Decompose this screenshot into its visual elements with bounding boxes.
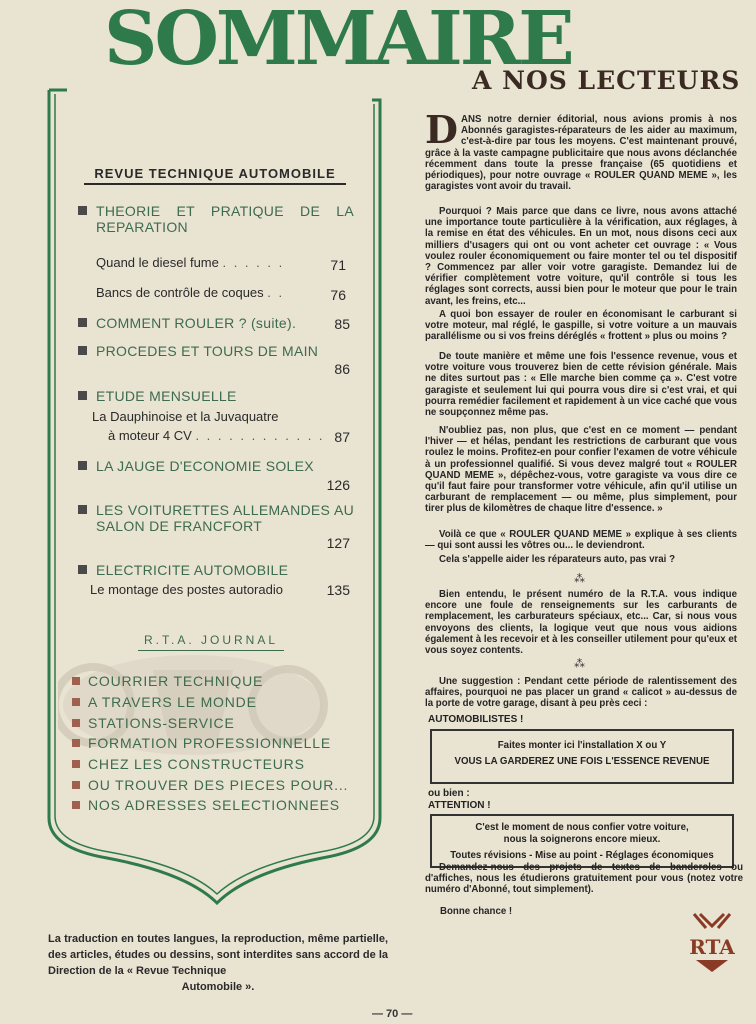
- journal-item-label: FORMATION PROFESSIONNELLE: [88, 735, 331, 751]
- toc-entry-label: à moteur 4 CV: [108, 428, 192, 443]
- section-voiturettes[interactable]: [78, 502, 354, 534]
- toc-entry-bancs[interactable]: [96, 285, 284, 300]
- ornament-asterism: ⁂: [574, 658, 585, 670]
- bullet-square-icon: [72, 801, 80, 809]
- page-number: 127: [326, 535, 350, 551]
- box-heading: ATTENTION !: [428, 800, 491, 811]
- copyright-note: [48, 931, 388, 995]
- leader-dots: . . . . . . . . . . . .: [195, 428, 325, 443]
- bullet-square-icon: [78, 565, 87, 574]
- section-label: LA JAUGE D'ECONOMIE SOLEX: [96, 458, 314, 474]
- journal-item[interactable]: [72, 797, 340, 813]
- editorial-paragraph: Cela s'appelle aider les réparateurs auto, pas vrai ?: [439, 554, 675, 565]
- toc-entry-autoradio[interactable]: [90, 582, 283, 597]
- journal-item[interactable]: [72, 777, 348, 793]
- toc-entry-diesel[interactable]: [96, 255, 284, 270]
- toc-entry-label: Bancs de contrôle de coques: [96, 285, 264, 300]
- bullet-square-icon: [78, 461, 87, 470]
- section-label: ELECTRICITE AUTOMOBILE: [96, 562, 289, 578]
- bullet-square-icon: [78, 391, 87, 400]
- journal-item[interactable]: [72, 756, 305, 772]
- editorial-paragraph: Demandez-nous des projets de textes de banderoles ou d'affiches, nous les étudierons gratuitement pour vous (notez votre numéro d'Abonné, tout simplement).: [425, 862, 743, 896]
- editorial-paragraph: A quoi bon essayer de rouler en économisant le carburant si votre moteur, mal réglé, le gaspille, si votre voiture a un mauvais parallélisme ou si vos freins déréglés « frottent » plus ou moins ?: [425, 309, 737, 343]
- paragraph-text: ANS notre dernier éditorial, nous avions promis à nos Abonnés garagistes-réparateurs de les aider au maximum, c'est-à-dire par tous les moyens. C'est maintenant prouvé, grâce à la vaste campagne publicitaire que nous avons déclanchée récemment dans toute la presse française (65 quotidiens et périodiques), pour notre ouvrage « ROULER QUAND MEME », les garagistes vont avoir du travail.: [425, 114, 737, 193]
- journal-item[interactable]: [72, 673, 263, 689]
- editorial-paragraph: [425, 107, 737, 193]
- journal-item[interactable]: [72, 694, 257, 710]
- box-line: C'est le moment de nous confier votre voiture,: [475, 822, 689, 833]
- page-number: 85: [334, 316, 350, 332]
- bullet-square-icon: [72, 677, 80, 685]
- bullet-square-icon: [72, 760, 80, 768]
- sign-box-automobilistes: [430, 729, 734, 784]
- editorial-title: A NOS LECTEURS: [472, 66, 741, 95]
- journal-item[interactable]: [72, 735, 331, 751]
- toc-entry-label: Le montage des postes autoradio: [90, 582, 283, 597]
- bullet-square-icon: [72, 739, 80, 747]
- section-label: THEORIE ET PRATIQUE DE LA REPARATION: [96, 203, 354, 235]
- bullet-square-icon: [78, 346, 87, 355]
- bullet-square-icon: [78, 206, 87, 215]
- leader-dots: . .: [267, 285, 285, 300]
- section-label: LES VOITURETTES ALLEMANDES AU SALON DE FRANCFORT: [96, 502, 354, 534]
- toc-entry-label: Quand le diesel fume: [96, 255, 219, 270]
- journal-item[interactable]: [72, 715, 235, 731]
- section-jauge[interactable]: [78, 458, 354, 474]
- journal-item-label: CHEZ LES CONSTRUCTEURS: [88, 756, 305, 772]
- journal-item-label: OU TROUVER DES PIECES POUR...: [88, 777, 349, 793]
- box-line: VOUS LA GARDEREZ UNE FOIS L'ESSENCE REVENUE: [454, 756, 710, 767]
- rta-logo-icon: [686, 910, 738, 974]
- journal-item-label: COURRIER TECHNIQUE: [88, 673, 264, 689]
- sign-box-attention: [430, 814, 734, 868]
- page-number: 135: [326, 582, 350, 598]
- copyright-text: La traduction en toutes langues, la reproduction, même partielle, des articles, études ou dessins, sont interdites sans accord de la Direction de la « Revue Technique: [48, 933, 388, 977]
- logo-text: RTA: [689, 935, 735, 959]
- copyright-text-end: Automobile ».: [181, 981, 255, 993]
- editorial-paragraph: Bien entendu, le présent numéro de la R.T.A. vous indique encore une foule de renseignements sur les carburants de remplacement, les carburateurs spéciaux, etc... Car, si nous vous envoyons des clients, la logique veut que nous vous aidions également à les recevoir et à les conseiller utilement pour qu'eux et vous soyez contents.: [425, 589, 737, 657]
- page-number: 126: [326, 477, 350, 493]
- box-line: Toutes révisions - Mise au point - Réglages économiques: [450, 850, 714, 861]
- box-line: Faites monter ici l'installation X ou Y: [497, 740, 667, 751]
- ornament-asterism: ⁂: [574, 573, 585, 585]
- section-label: COMMENT ROULER ? (suite).: [96, 315, 297, 331]
- bullet-square-icon: [78, 505, 87, 514]
- leader-dots: . . . . . .: [222, 255, 285, 270]
- journal-item-label: A TRAVERS LE MONDE: [88, 694, 257, 710]
- sommaire-title: SOMMAIRE: [104, 0, 572, 82]
- page-number: 86: [334, 361, 350, 377]
- section-etude[interactable]: [78, 388, 354, 404]
- bullet-square-icon: [72, 781, 80, 789]
- section-theorie[interactable]: [78, 203, 354, 235]
- section-electricite[interactable]: [78, 562, 354, 578]
- journal-item-label: STATIONS-SERVICE: [88, 715, 235, 731]
- box-heading: AUTOMOBILISTES !: [428, 714, 524, 725]
- box-line: nous la soignerons encore mieux.: [503, 834, 661, 845]
- dropcap: D: [425, 107, 458, 152]
- journal-item-label: NOS ADRESSES SELECTIONNEES: [88, 797, 340, 813]
- page-number-footer: — 70 —: [372, 1008, 413, 1020]
- editorial-paragraph: Pourquoi ? Mais parce que dans ce livre, nous avons attaché une importance toute particulière à la vérification, aux réglages, à la remise en état des véhicules. En un mot, nous disons ceci aux milliers d'usagers qui ont ou vont acheter cet ouvrage : « Vous voulez rouler économiquement ou faire monter tel ou tel dispositif ? Commencez par aller voir votre garagiste. Demandez lui de vérifier complètement votre voiture, qu'il contrôle si tous les réglages sont corrects, aussi bien pour le moteur que pour le train avant, les freins, etc...: [425, 206, 737, 307]
- page-number: 71: [330, 257, 346, 273]
- section-procedes[interactable]: [78, 343, 354, 359]
- page-number: 87: [334, 429, 350, 445]
- editorial-paragraph: De toute manière et même une fois l'essence revenue, vous et votre voiture vous trouverez bien de cette révision générale. Mais ne dites surtout pas : « Elle marche bien comme ça ». C'est votre garagiste et seulement lui qui pourra vous dire si c'est vrai, et qui pourra remédier facilement et rapidement à un vice caché que vous ne soupçonnez même pas.: [425, 351, 737, 419]
- journal-title: R.T.A. JOURNAL: [138, 633, 284, 651]
- closing-line: Bonne chance !: [440, 906, 513, 917]
- revue-heading: REVUE TECHNIQUE AUTOMOBILE: [84, 166, 346, 185]
- editorial-paragraph: Une suggestion : Pendant cette période de ralentissement des affaires, pourquoi ne pas placer un grand « calicot » au-dessus de la porte de votre garage, disant à peu près ceci :: [425, 676, 737, 710]
- editorial-paragraph: N'oubliez pas, non plus, que c'est en ce moment — pendant l'hiver — et hélas, pendant les restrictions de carburant que vous roulez le moins. Profitez-en pour confier l'examen de votre véhicule à un professionnel qualifié. Si vous devez malgré tout « ROULER QUAND MEME », dépêchez-vous, votre garagiste va vous dire ce qu'il faut faire pour transformer votre véhicule, afin qu'il utilise un carburant de remplacement — ou même, plus simplement, pour tirer plus de kilomètres de chaque litre d'essence. »: [425, 425, 737, 515]
- toc-entry-dauphinoise[interactable]: [92, 409, 278, 424]
- toc-entry-label: La Dauphinoise et la Juvaquatre: [92, 409, 279, 424]
- bullet-square-icon: [78, 318, 87, 327]
- ou-bien-label: ou bien :: [428, 788, 470, 799]
- section-label: PROCEDES ET TOURS DE MAIN: [96, 343, 319, 359]
- section-label: ETUDE MENSUELLE: [96, 388, 237, 404]
- toc-entry-dauphinoise-cont: [108, 428, 325, 443]
- page-number: 76: [330, 287, 346, 303]
- bullet-square-icon: [72, 719, 80, 727]
- editorial-paragraph: Voilà ce que « ROULER QUAND MEME » explique à ses clients — qui sont aussi les vôtres ou... le deviendront.: [425, 529, 737, 552]
- bullet-square-icon: [72, 698, 80, 706]
